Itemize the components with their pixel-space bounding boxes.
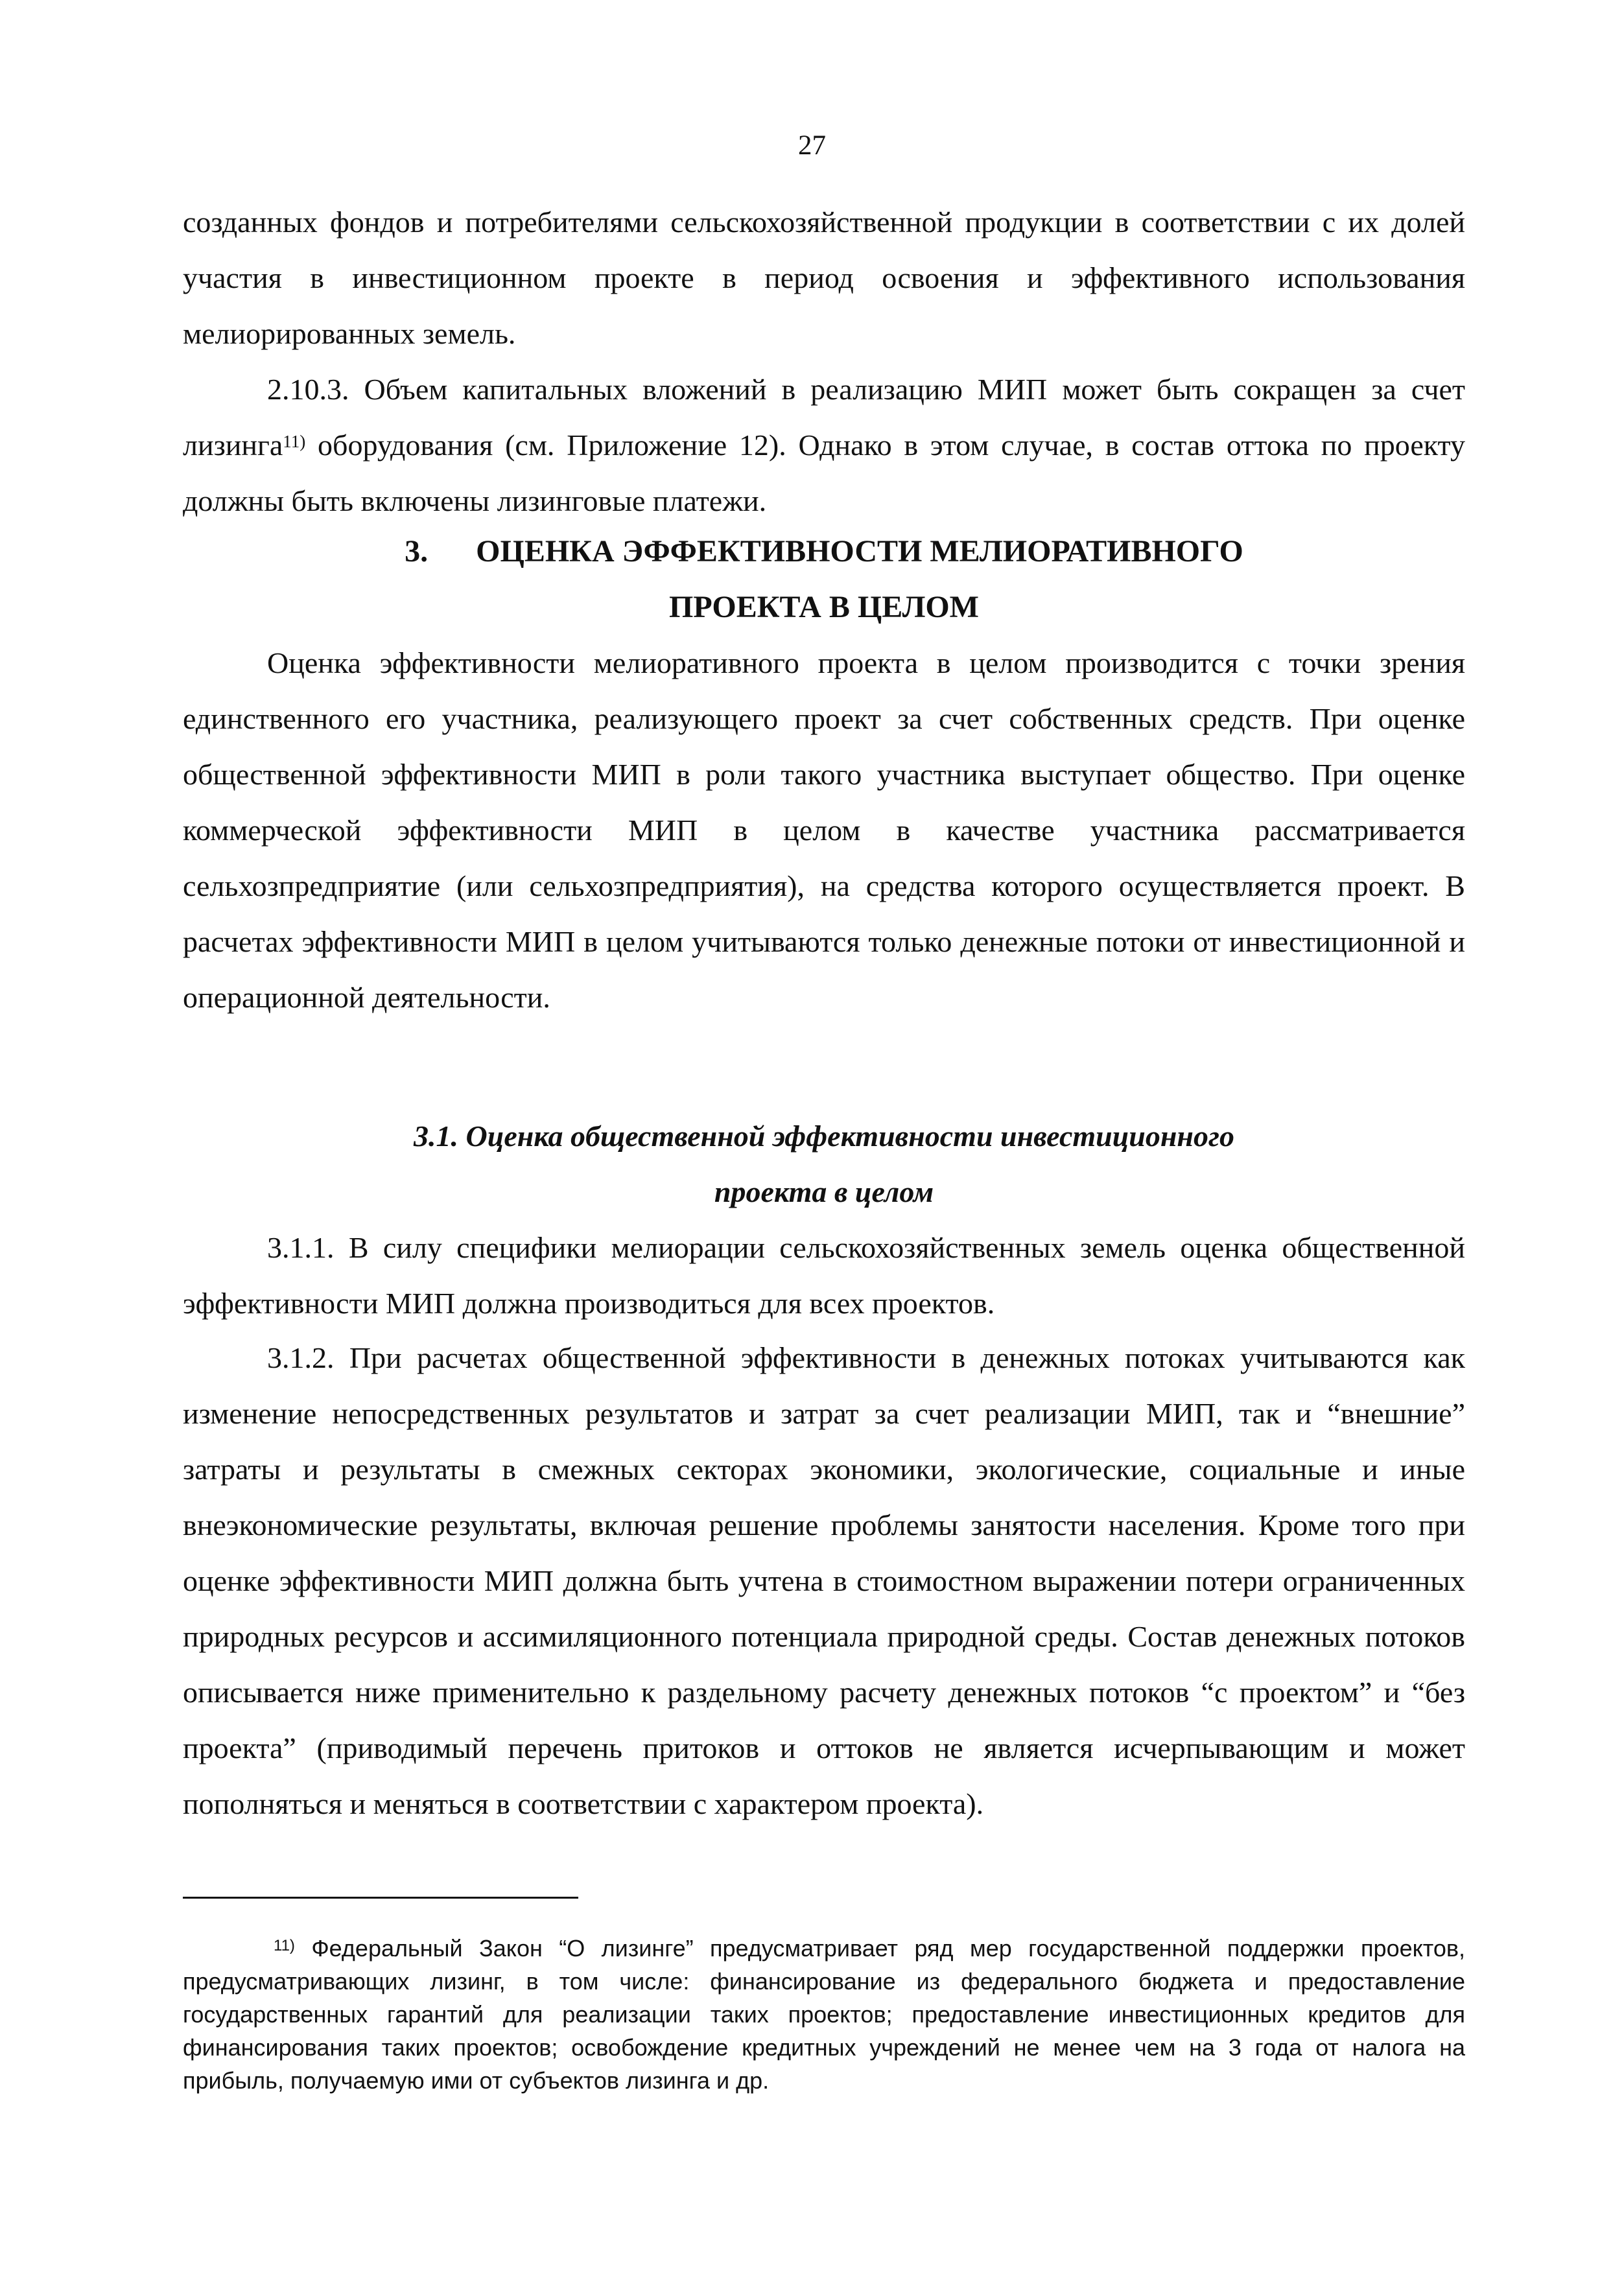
section-3-title-line-1: ОЦЕНКА ЭФФЕКТИВНОСТИ МЕЛИОРАТИВНОГО	[476, 534, 1243, 568]
paragraph-2-10-3-text-end: оборудования (см. Приложение 12). Однако в этом случае, в состав оттока по проекту должны быть включены лизинговые платежи.	[183, 428, 1465, 517]
footnote-separator	[183, 1897, 578, 1899]
paragraph-2-10-3-text-start: 2.10.3. Объем капитальных вложений в реализацию МИП может быть сокращен за счет лизинга	[183, 373, 1465, 462]
section-3-title-line-2: ПРОЕКТА В ЦЕЛОМ	[669, 590, 979, 624]
footnote-reference-11: 11)	[283, 432, 306, 451]
section-3-number: 3.	[405, 534, 429, 568]
paragraph-3-1-2: 3.1.2. При расчетах общественной эффективности в денежных потоках учитываются как изменение непосредственных результатов и затрат за счет реализации МИП, так и “внешние” затраты и результаты в смежных секторах экономики, экологические, социальные и иные внеэкономические результаты, включая решение проблемы занятости населения. Кроме того при оценке эффективности МИП должна быть учтена в стоимостном выражении потери ограниченных природных ресурсов и ассимиляционного потенциала природной среды. Состав денежных потоков описывается ниже применительно к раздельному расчету денежных потоков “с проектом” и “без проекта” (приводимый перечень притоков и оттоков не является исчерпывающим и может пополняться и меняться в соответствии с характером проекта).	[183, 1341, 1465, 1820]
paragraph-3-1-1: 3.1.1. В силу специфики мелиорации сельскохозяйственных земель оценка общественной эффективности МИП должна производиться для всех проектов.	[183, 1231, 1465, 1320]
paragraph-continuation: созданных фондов и потребителями сельскохозяйственной продукции в соответствии с их долей участия в инвестиционном проекте в период освоения и эффективного использования мелиорированных земель.	[183, 205, 1465, 350]
footnote-marker: 11)	[274, 1937, 295, 1954]
section-3-1-title-line-1: 3.1. Оценка общественной эффективности инвестиционного	[414, 1119, 1234, 1153]
section-3-heading-line-1	[183, 524, 1465, 580]
section-3-1-title-line-2: проекта в целом	[714, 1175, 934, 1208]
paragraph-project-evaluation: Оценка эффективности мелиоративного проекта в целом производится с точки зрения единственного его участника, реализующего проект за счет собственных средств. При оценке общественной эффективности МИП в роли такого участника выступает общество. При оценке коммерческой эффективности МИП в целом в качестве участника рассматривается сельхозпредприятие (или сельхозпредприятия), на средства которого осуществляется проект. В расчетах эффективности МИП в целом учитываются только денежные потоки от инвестиционной и операционной деятельности.	[183, 646, 1465, 1014]
paragraph-2-10-3	[183, 362, 1465, 529]
page-number: 27	[798, 130, 826, 161]
footnote-text: Федеральный Закон “О лизинге” предусматривает ряд мер государственной поддержки проектов, предусматривающих лизинг, в том числе: финансирование из федерального бюджета и предоставление государственных гарантий для реализации таких проектов; предоставление инвестиционных кредитов для финансирования таких проектов; освобождение кредитных учреждений не менее чем на 3 года от налога на прибыль, получаемую ими от субъектов лизинга и др.	[183, 1935, 1465, 2094]
footnote-11	[183, 1932, 1465, 2097]
